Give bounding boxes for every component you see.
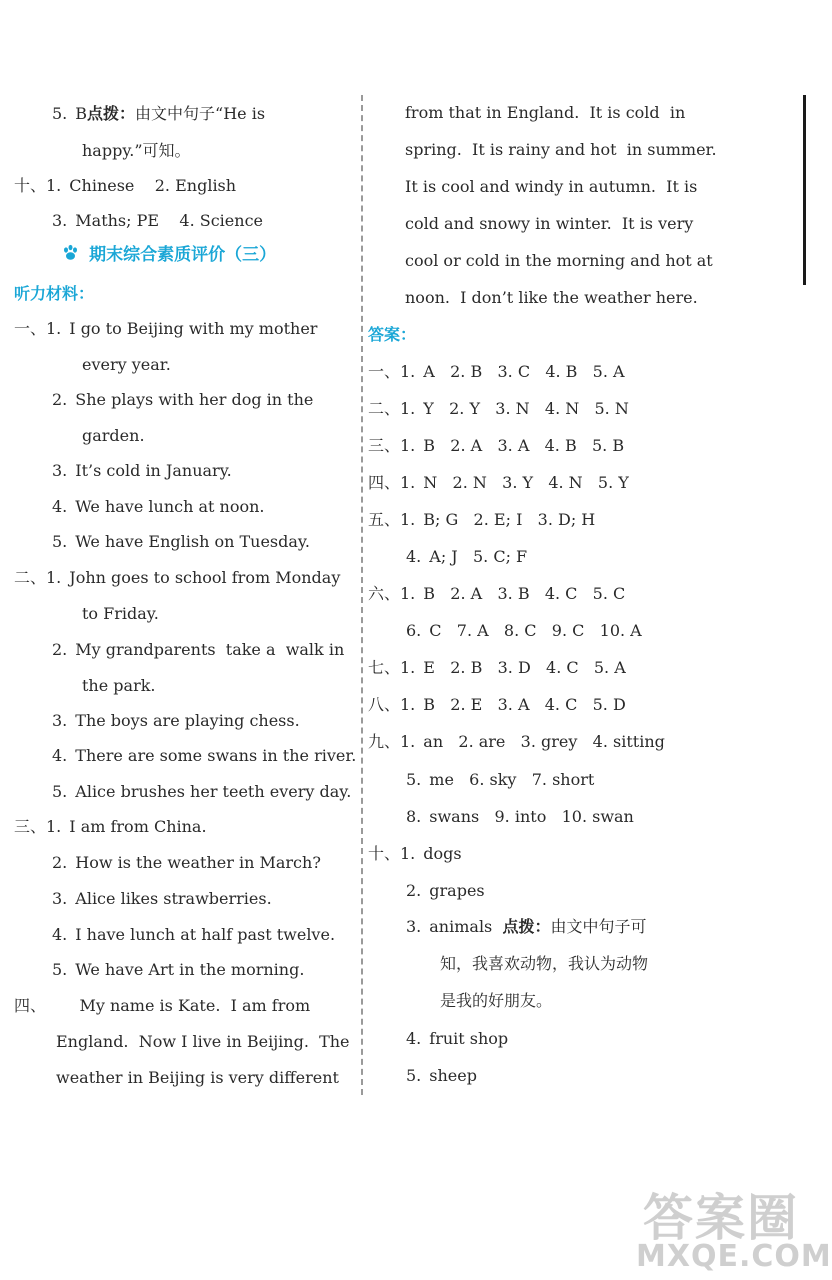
line-text: B 2. E 3. A 4. C 5. D (423, 695, 626, 714)
right-line (405, 212, 693, 236)
right-line (406, 1027, 508, 1051)
line-text: weather in Beijing is very different (56, 1068, 339, 1087)
right-line (405, 249, 713, 273)
right-line (368, 397, 629, 421)
right-line (406, 879, 485, 903)
item-number: 4. (52, 746, 68, 765)
item-number: 5. (406, 770, 422, 789)
line-text: an 2. are 3. grey 4. sitting (423, 732, 665, 751)
line-text: swans 9. into 10. swan (429, 807, 634, 826)
left-line (52, 530, 310, 554)
bold-label: 点拨： (502, 917, 551, 936)
item-number: 2. (52, 853, 68, 872)
column-divider (361, 95, 363, 1095)
page-edge (803, 95, 806, 285)
right-line (405, 286, 698, 310)
line-text: She plays with her dog in the (75, 390, 314, 409)
line-text: 知，我喜欢动物，我认为动物 (440, 954, 649, 973)
item-number: 三、1. (368, 436, 416, 455)
left-line (52, 495, 265, 519)
line-text: garden. (82, 426, 145, 445)
line-text: Chinese 2. English (69, 176, 237, 195)
item-number: 二、1. (14, 568, 62, 587)
item-number: 4. (406, 547, 422, 566)
left-line (52, 459, 232, 483)
section-title-row (62, 243, 276, 267)
right-line (405, 175, 697, 199)
left-line (56, 1030, 350, 1054)
item-number: 2. (52, 640, 68, 659)
line-text: fruit shop (429, 1029, 509, 1048)
item-number: 十、1. (14, 176, 62, 195)
right-line (368, 656, 626, 680)
item-number: 4. (52, 925, 68, 944)
line-text: It’s cold in January. (75, 461, 232, 480)
line-text: Alice brushes her teeth every day. (75, 782, 352, 801)
right-line (405, 101, 685, 125)
item-number: 六、1. (368, 584, 416, 603)
bold-label: 答案： (368, 325, 417, 344)
line-text: sheep (429, 1066, 477, 1085)
item-number: 5. (52, 104, 68, 123)
line-text: to Friday. (82, 604, 159, 623)
item-number: 八、1. (368, 695, 416, 714)
item-number: 3. (52, 211, 68, 230)
right-line (406, 619, 642, 643)
right-line (406, 1064, 477, 1088)
bold-label: 听力材料： (14, 284, 95, 303)
item-number: 5. (52, 960, 68, 979)
left-line (14, 994, 310, 1018)
line-text: I go to Beijing with my mother (69, 319, 318, 338)
right-line (368, 508, 595, 532)
right-line (368, 842, 462, 866)
item-number: 5. (52, 782, 68, 801)
line-text: B; G 2. E; I 3. D; H (423, 510, 596, 529)
item-number: 九、1. (368, 732, 416, 751)
right-line (368, 693, 626, 717)
paw-icon (62, 244, 80, 262)
line-text: There are some swans in the river. (75, 746, 357, 765)
left-line (52, 958, 304, 982)
line-text: happy.”可知。 (82, 141, 191, 160)
line-text: E 2. B 3. D 4. C 5. A (423, 658, 626, 677)
right-line (368, 434, 624, 458)
left-line (52, 744, 356, 768)
line-text: dogs (423, 844, 462, 863)
line-text: My grandparents take a walk in (75, 640, 345, 659)
item-number: 三、1. (14, 817, 62, 836)
left-line (56, 1066, 339, 1090)
right-line (406, 805, 634, 829)
item-number: 四、1. (368, 473, 416, 492)
line-text: noon. I don’t like the weather here. (405, 288, 698, 307)
item-number: 8. (406, 807, 422, 826)
line-text: Y 2. Y 3. N 4. N 5. N (423, 399, 629, 418)
bold-label: 点拨： (87, 104, 136, 123)
line-text: B 2. A 3. A 4. B 5. B (423, 436, 625, 455)
item-number: 3. (52, 461, 68, 480)
left-line (52, 887, 272, 911)
item-number: 四、 (14, 996, 47, 1015)
item-number: 6. (406, 621, 422, 640)
line-text: We have lunch at noon. (75, 497, 265, 516)
line-text: N 2. N 3. Y 4. N 5. Y (423, 473, 629, 492)
line-text: the park. (82, 676, 156, 695)
item-number: 4. (406, 1029, 422, 1048)
left-line (82, 674, 156, 698)
line-text: The boys are playing chess. (75, 711, 300, 730)
left-line (14, 174, 236, 198)
line-text: cool or cold in the morning and hot at (405, 251, 713, 270)
line-text: A 2. B 3. C 4. B 5. A (423, 362, 625, 381)
left-line (52, 638, 344, 662)
item-number: 十、1. (368, 844, 416, 863)
item-number: 3. (52, 711, 68, 730)
line-text: B (75, 104, 88, 123)
right-line (406, 915, 646, 939)
right-line (406, 768, 594, 792)
left-line (52, 923, 335, 947)
line-text: Alice likes strawberries. (75, 889, 272, 908)
line-text: John goes to school from Monday (69, 568, 341, 587)
left-line (52, 851, 321, 875)
left-line (52, 709, 300, 733)
line-text: 由文中句子可 (550, 917, 647, 936)
item-number: 3. (406, 917, 422, 936)
item-number: 七、1. (368, 658, 416, 677)
right-line (405, 138, 717, 162)
line-text: 是我的好朋友。 (440, 991, 553, 1010)
left-line (52, 209, 263, 233)
right-line (368, 582, 625, 606)
left-line (82, 353, 171, 377)
left-line (52, 780, 351, 804)
left-line (82, 424, 145, 448)
line-text: How is the weather in March? (75, 853, 321, 872)
line-text: A; J 5. C; F (429, 547, 528, 566)
line-text: C 7. A 8. C 9. C 10. A (429, 621, 642, 640)
line-text: every year. (82, 355, 171, 374)
line-text: B 2. A 3. B 4. C 5. C (423, 584, 626, 603)
item-number: 3. (52, 889, 68, 908)
line-text: England. Now I live in Beijing. The (56, 1032, 350, 1051)
item-number: 一、1. (14, 319, 62, 338)
left-line (82, 139, 191, 163)
item-number: 5. (52, 532, 68, 551)
item-number: 一、1. (368, 362, 416, 381)
item-number: 2. (52, 390, 68, 409)
left-line (52, 102, 265, 126)
line-text: My name is Kate. I am from (54, 996, 311, 1015)
right-line (440, 952, 648, 976)
left-line (14, 815, 207, 839)
left-line (52, 388, 313, 412)
left-line (14, 282, 94, 306)
right-line (406, 545, 527, 569)
item-number: 5. (406, 1066, 422, 1085)
watermark-logo: 答案圈 (643, 1189, 799, 1247)
left-line (82, 602, 159, 626)
item-number: 2. (406, 881, 422, 900)
right-line (368, 730, 665, 754)
watermark-url: MXQE.COM (636, 1239, 832, 1274)
line-text: grapes (429, 881, 485, 900)
right-line (368, 471, 629, 495)
line-text: from that in England. It is cold in (405, 103, 686, 122)
right-line (368, 323, 416, 347)
line-text: It is cool and windy in autumn. It is (405, 177, 698, 196)
line-text: me 6. sky 7. short (429, 770, 595, 789)
line-text: animals (429, 917, 503, 936)
left-line (14, 317, 317, 341)
item-number: 二、1. (368, 399, 416, 418)
right-line (440, 989, 552, 1013)
item-number: 4. (52, 497, 68, 516)
left-line (14, 566, 340, 590)
section-title: 期末综合素质评价（三） (89, 245, 277, 265)
line-text: 由文中句子“He is (135, 104, 266, 123)
item-number: 五、1. (368, 510, 416, 529)
line-text: We have English on Tuesday. (75, 532, 310, 551)
line-text: We have Art in the morning. (75, 960, 305, 979)
line-text: I am from China. (69, 817, 207, 836)
line-text: spring. It is rainy and hot in summer. (405, 140, 717, 159)
right-line (368, 360, 625, 384)
line-text: I have lunch at half past twelve. (75, 925, 336, 944)
line-text: Maths; PE 4. Science (75, 211, 263, 230)
line-text: cold and snowy in winter. It is very (405, 214, 694, 233)
